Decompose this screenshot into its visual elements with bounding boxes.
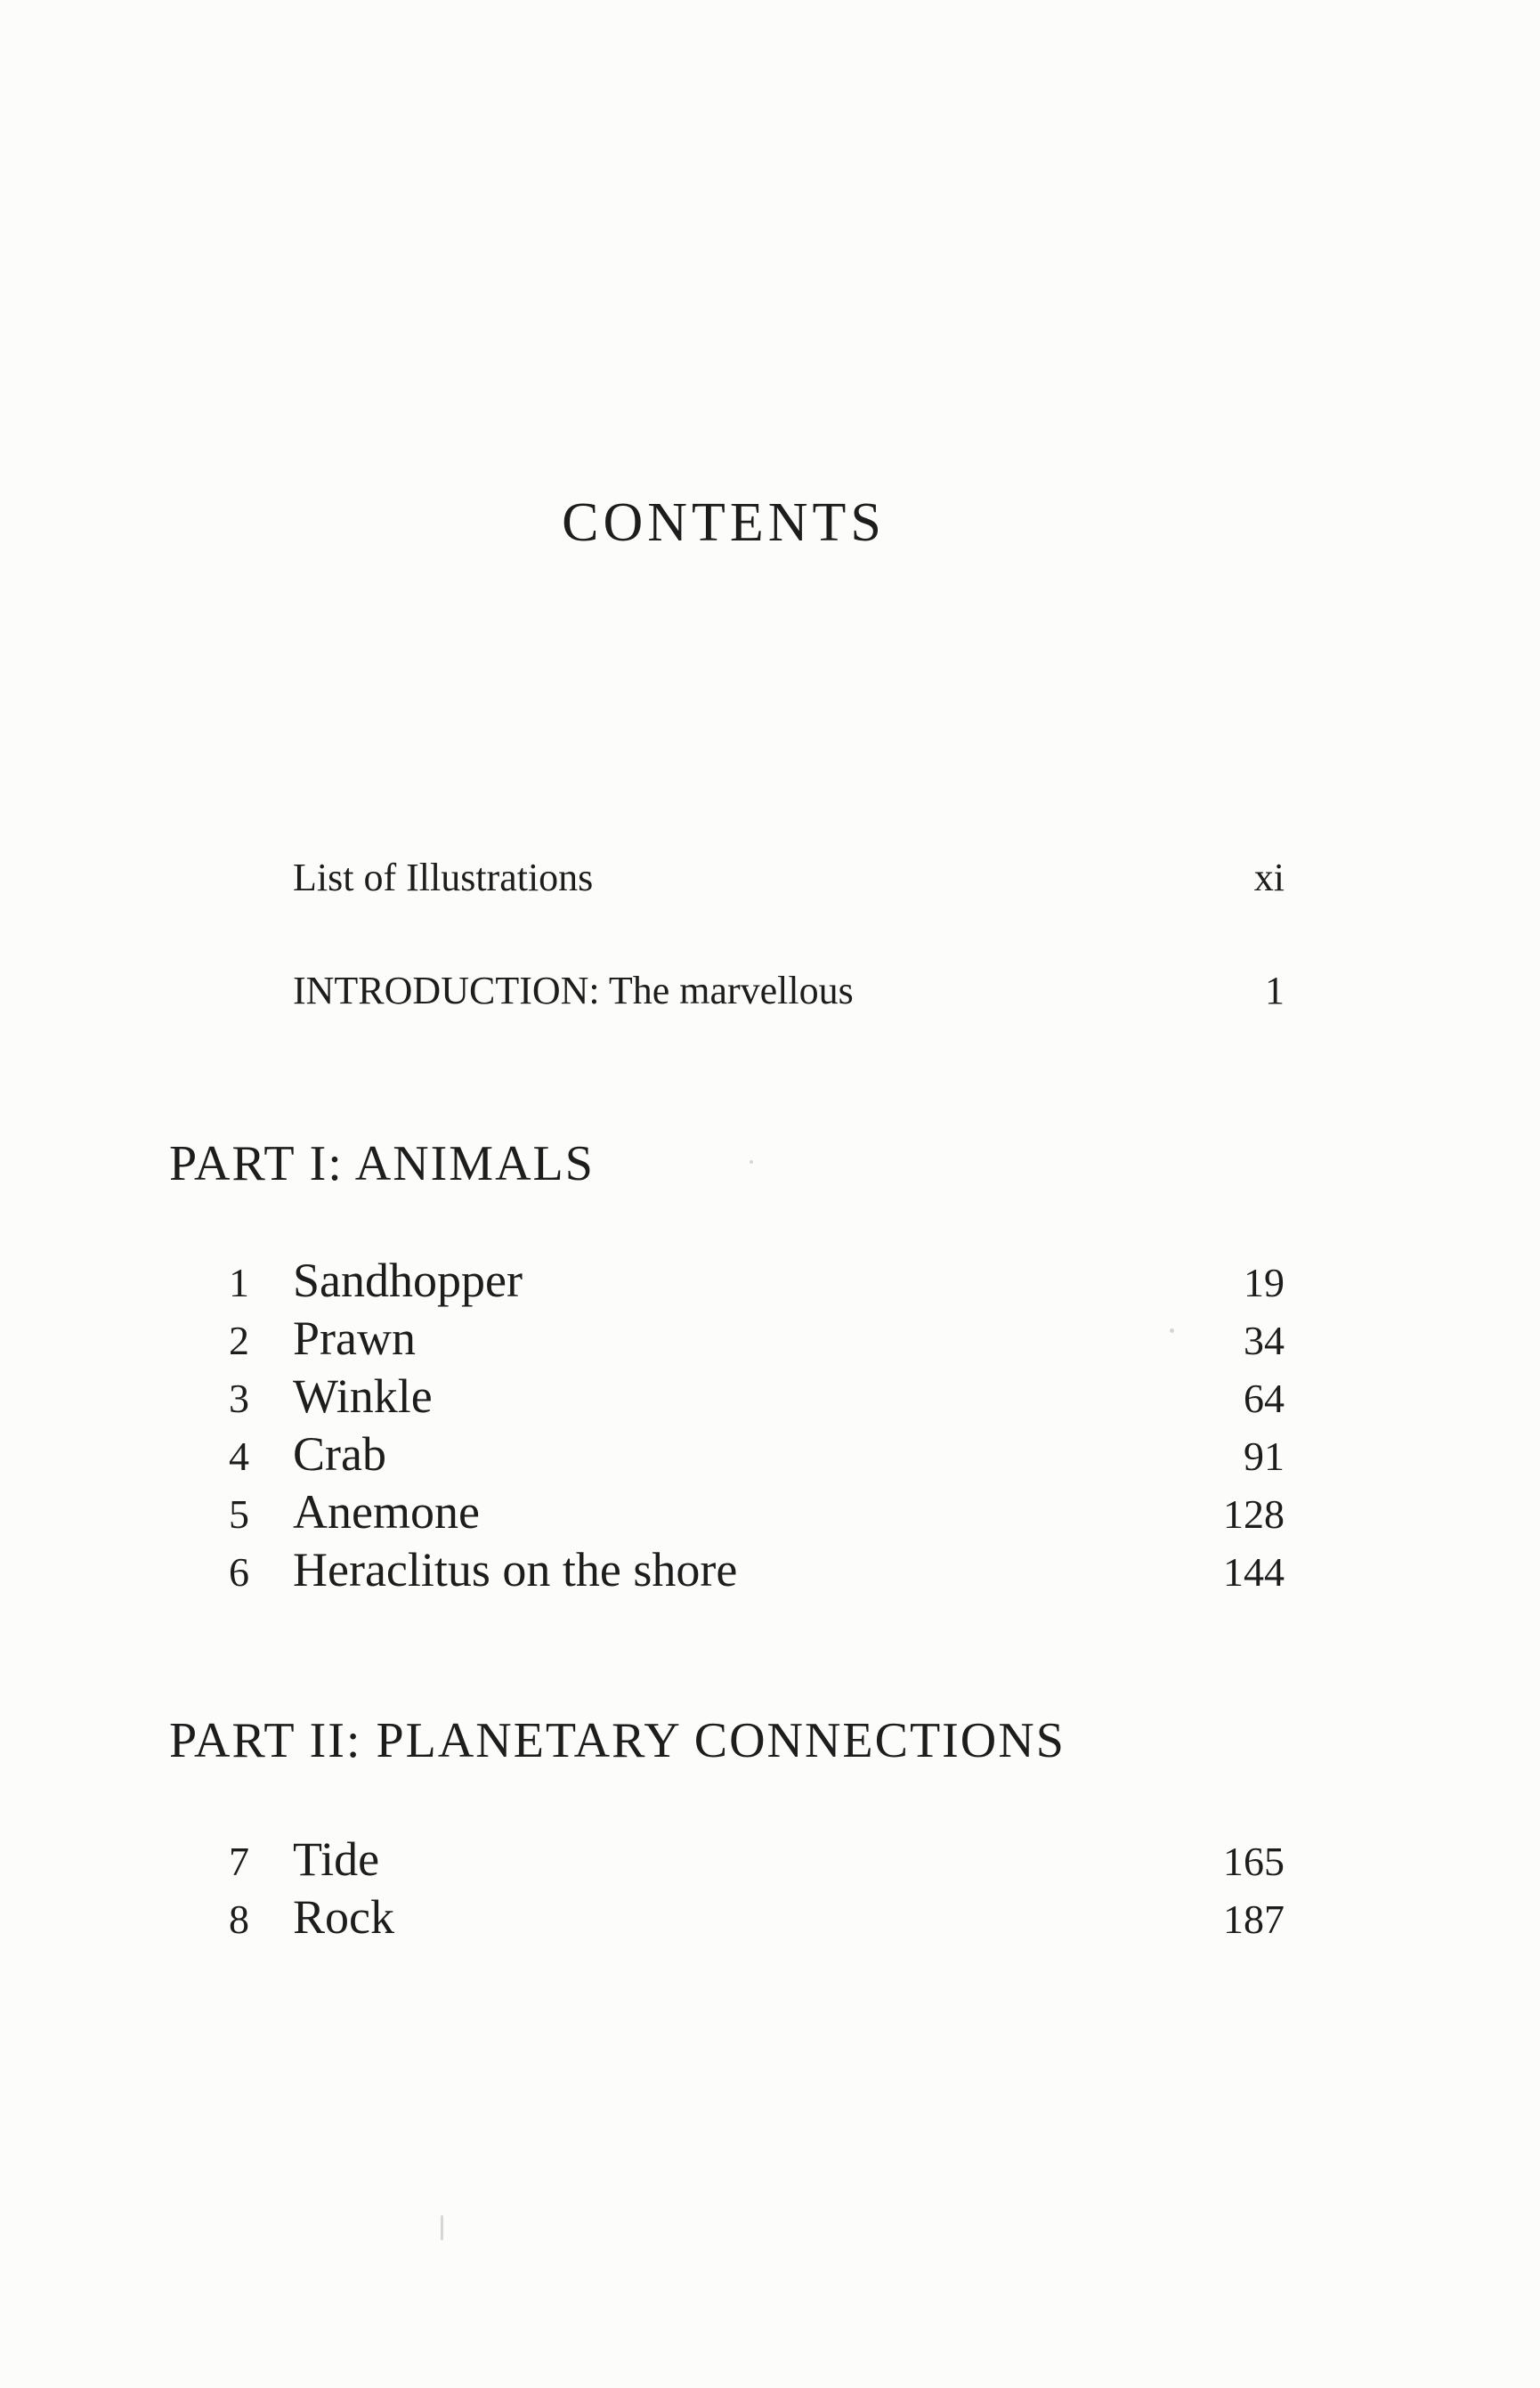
chapter-title: Winkle [293,1369,433,1423]
chapter-title: Heraclitus on the shore [293,1543,738,1596]
chapter-title: Anemone [293,1485,480,1539]
front-matter-page: 1 [1265,969,1285,1012]
chapter-number: 1 [229,1260,249,1305]
chapter-row [205,1888,1285,1946]
chapter-page: 64 [1244,1376,1285,1421]
chapter-row [205,1310,1285,1368]
chapter-list [205,1252,1285,1599]
chapter-number: 5 [229,1491,249,1537]
chapter-row [205,1425,1285,1483]
chapter-title: Sandhopper [293,1254,523,1307]
chapter-row [205,1368,1285,1425]
scan-speck [1170,1328,1174,1333]
chapter-title: Crab [293,1427,386,1481]
part-heading: PART II: PLANETARY CONNECTIONS [169,1713,1066,1768]
chapter-row [205,1483,1285,1541]
chapter-row [205,1541,1285,1599]
chapter-number: 8 [229,1897,249,1942]
chapter-row [205,1252,1285,1310]
front-matter-title: INTRODUCTION: The marvellous [293,969,854,1012]
page-title: CONTENTS [562,492,886,553]
scan-speck [441,2215,443,2240]
chapter-number: 2 [229,1318,249,1363]
chapter-page: 187 [1223,1897,1285,1942]
chapter-row [205,1831,1285,1888]
chapter-page: 128 [1223,1491,1285,1537]
chapter-list [205,1831,1285,1946]
chapter-page: 165 [1223,1839,1285,1884]
chapter-number: 3 [229,1376,249,1421]
chapter-number: 6 [229,1549,249,1595]
chapter-number: 7 [229,1839,249,1884]
chapter-title: Prawn [293,1312,416,1365]
chapter-page: 91 [1244,1434,1285,1479]
chapter-title: Rock [293,1890,394,1944]
front-matter-page: xi [1253,856,1285,899]
scan-speck [750,1160,753,1164]
front-matter-row [293,968,1285,1013]
front-matter-title: List of Illustrations [293,856,594,899]
part-heading: PART I: ANIMALS [169,1136,595,1191]
chapter-number: 4 [229,1434,249,1479]
chapter-page: 34 [1244,1318,1285,1363]
chapter-title: Tide [293,1832,380,1886]
chapter-page: 144 [1223,1549,1285,1595]
front-matter-row [293,855,1285,900]
chapter-page: 19 [1244,1260,1285,1305]
